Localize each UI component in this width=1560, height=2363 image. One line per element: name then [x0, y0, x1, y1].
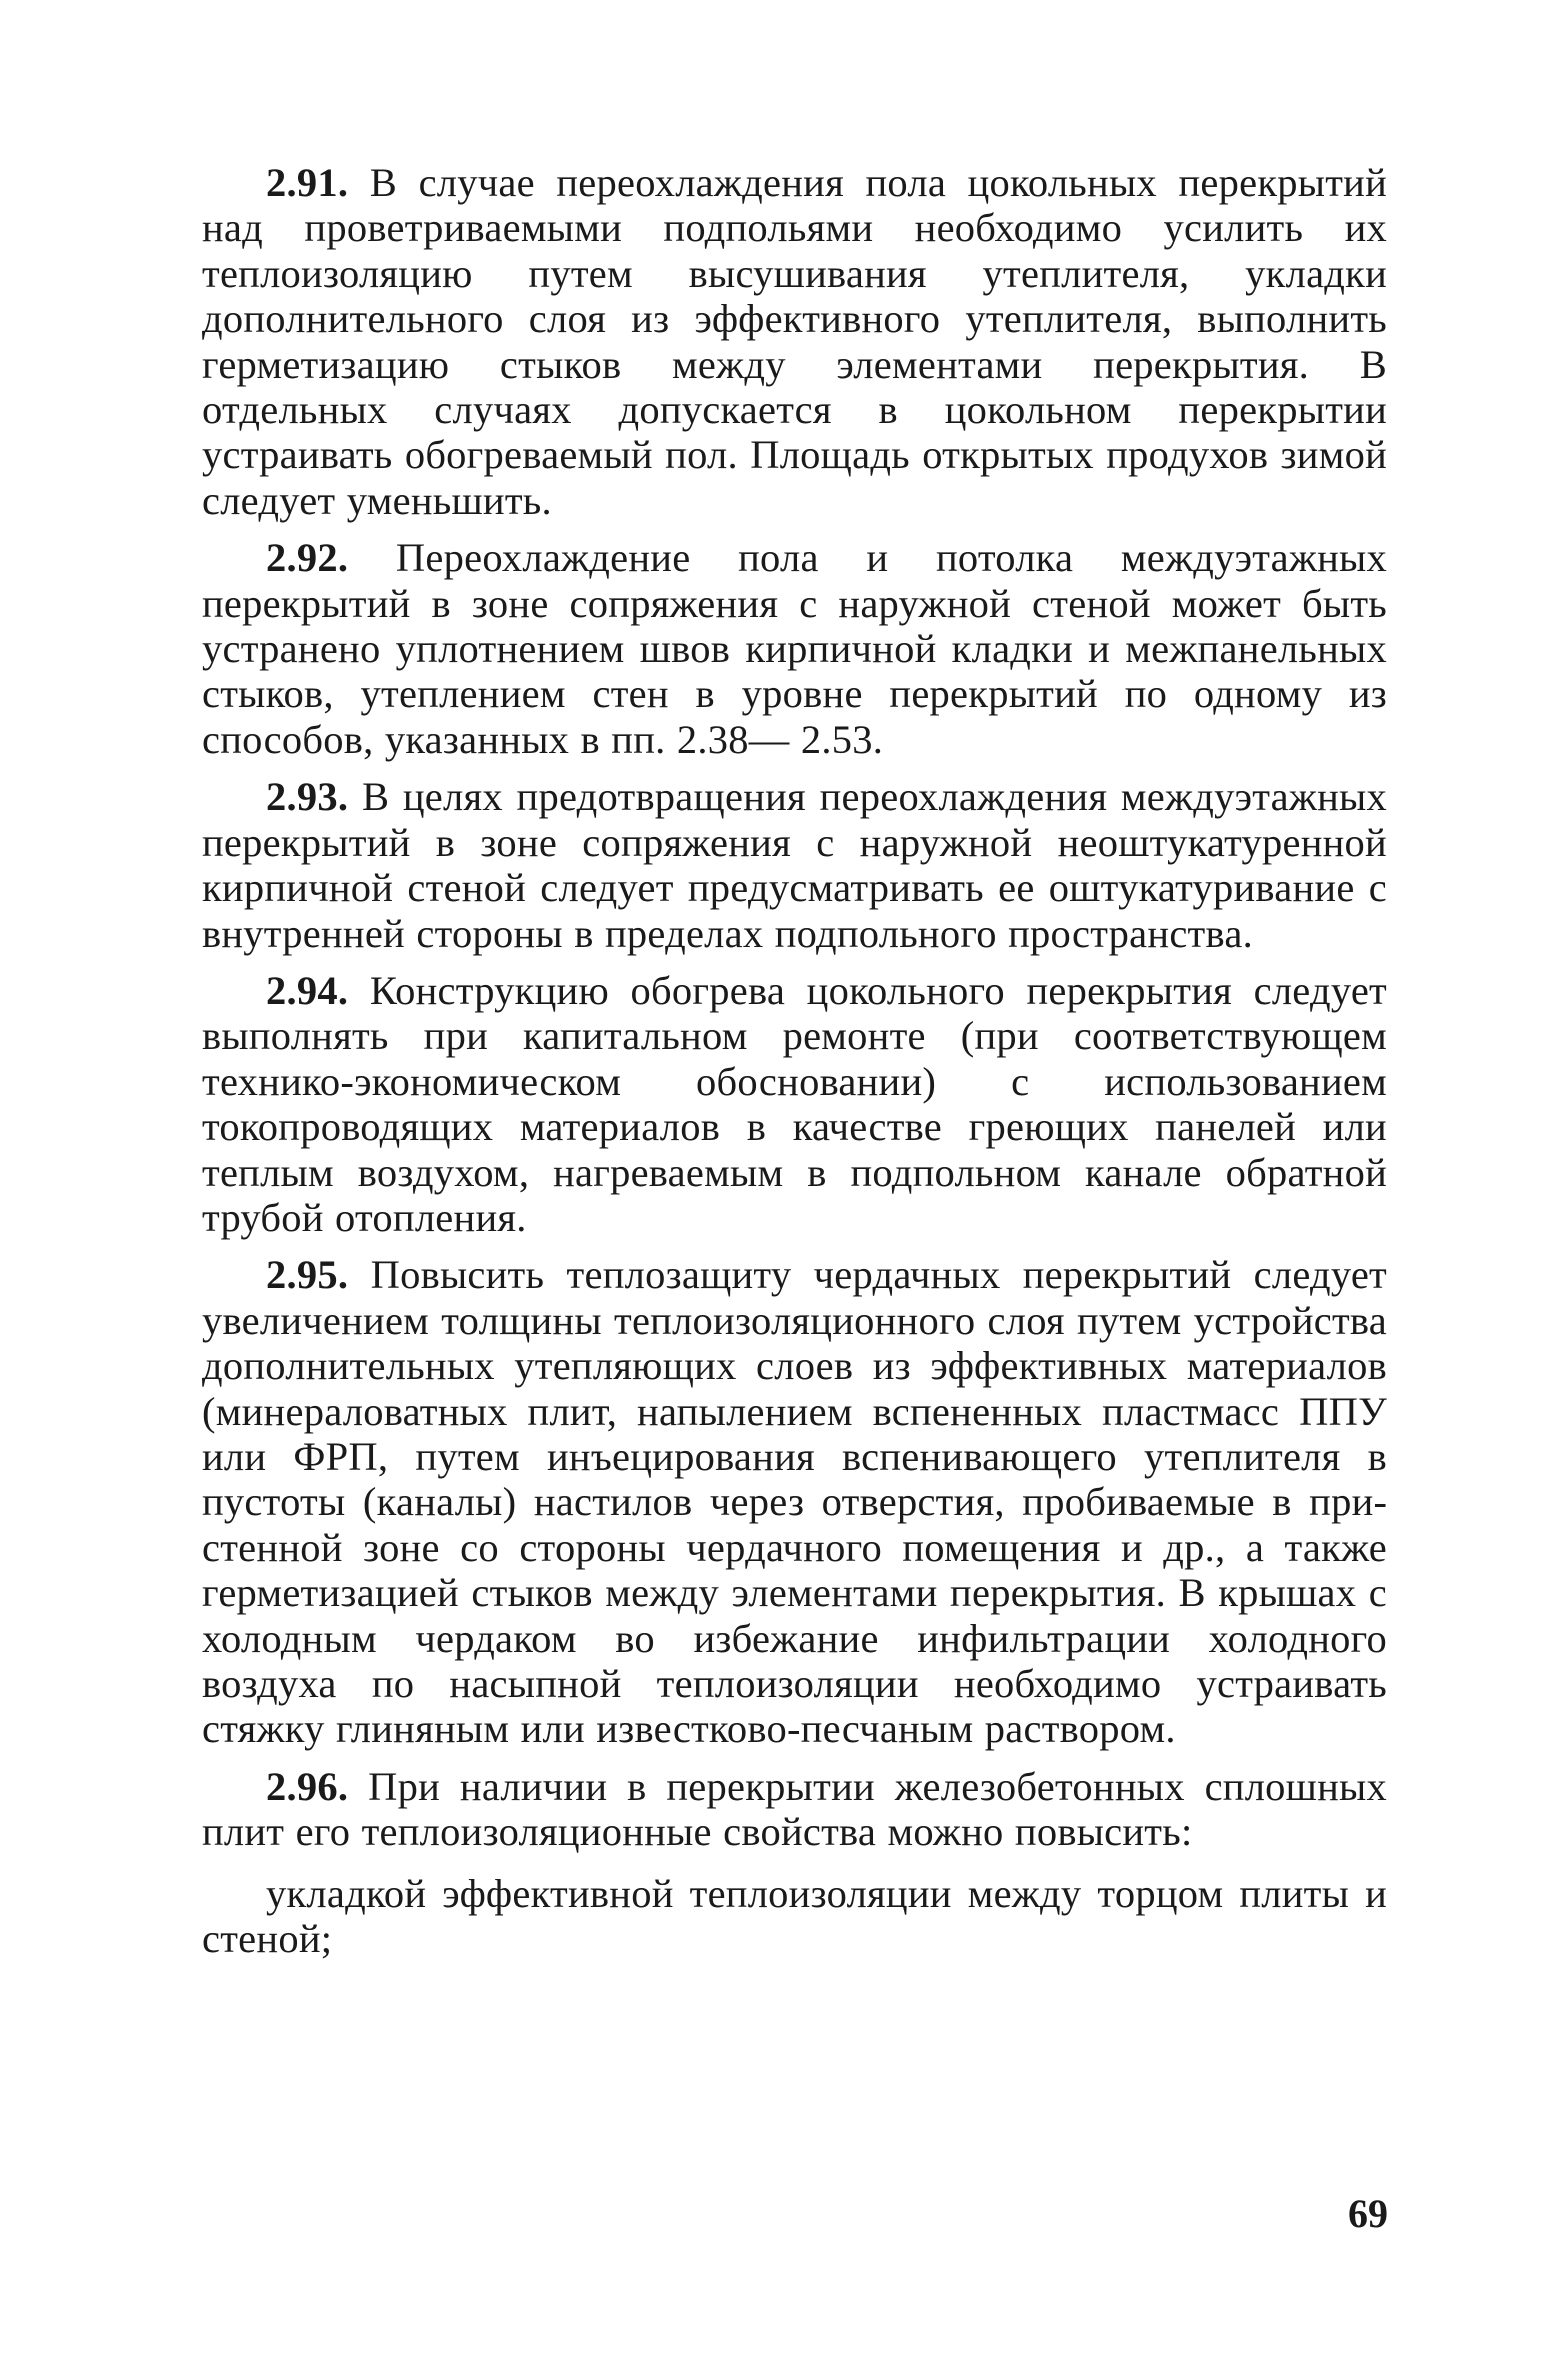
paragraph-number: 2.93.	[266, 774, 349, 820]
paragraph-text: Конструкцию обогрева цокольного перекрытия следует выполнять при капитальном ремонте (при соответствующем технико-экономическом обосновании) с использованием токопроводящих материалов в качестве греющих панелей или теплым воздухом, нагреваемым в подпольном канале обратной трубой отопления.	[202, 967, 1387, 1240]
paragraph-2-95	[202, 1252, 1387, 1751]
paragraph-number: 2.91.	[266, 160, 349, 205]
paragraph-2-91	[202, 160, 1387, 523]
paragraph-number: 2.96.	[266, 1763, 349, 1809]
list-item: укладкой эффективной теплоизоляции между торцом плиты и стеной;	[202, 1870, 1387, 1962]
paragraph-number: 2.95.	[266, 1252, 349, 1298]
paragraph-2-92	[202, 535, 1387, 762]
paragraph-number: 2.94.	[266, 967, 349, 1013]
paragraph-text: При наличии в перекрытии железобетонных сплошных плит его теплоизоляционные свойства можно повысить:	[202, 1763, 1388, 1855]
page-number: 69	[1348, 2191, 1388, 2236]
paragraph-number: 2.92.	[266, 535, 349, 581]
paragraph-text: В случае переохлаждения пола цокольных перекрытий над проветриваемыми подпольями необходимо усилить их теплоизоляцию путем высушивания утеплителя, укладки дополнительного слоя из эффективного утеплителя, выполнить герметизацию стыков между элементами перекрытия. В отдельных случаях допускается в цокольном перекрытии устраивать обогреваемый пол. Площадь открытых продухов зимой следует уменьшить.	[202, 160, 1387, 523]
paragraph-text: Повысить теплозащиту чердачных перекрытий следует увеличением толщины теплоизоляционного слоя путем устройства дополнительных утепляющих слоев из эффективных материалов (минераловатных плит, напылением вспененных пластмасс ППУ или ФРП, путем инъецирования вспенивающего утеплителя в пустоты (каналы) настилов через отверстия, пробиваемые в пристенной зоне со стороны чердачного помещения и др., а также герметизацией стыков между элементами перекрытия. В крышах с холодным чердаком во избежание инфильтрации холодного воздуха по насыпной теплоизоляции необходимо устраивать стяжку глиняным или известково-песчаным раствором.	[202, 1252, 1388, 1752]
paragraph-2-96	[202, 1764, 1387, 1855]
paragraph-text: Переохлаждение пола и потолка междуэтажных перекрытий в зоне сопряжения с наружной стеной может быть устранено уплотнением швов кирпичной кладки и межпанельных стыков, утеплением стен в уровне перекрытий по одному из способов, указанных в пп. 2.38— 2.53.	[202, 535, 1387, 762]
paragraph-text: В целях предотвращения переохлаждения междуэтажных перекрытий в зоне сопряжения с наружной неоштукатуренной кирпичной стеной следует предусматривать ее оштукатуривание с внутренней стороны в пределах подпольного пространства.	[202, 774, 1387, 956]
paragraph-2-94	[202, 968, 1387, 1240]
paragraph-2-93	[202, 774, 1387, 956]
page-body	[202, 160, 1387, 1961]
